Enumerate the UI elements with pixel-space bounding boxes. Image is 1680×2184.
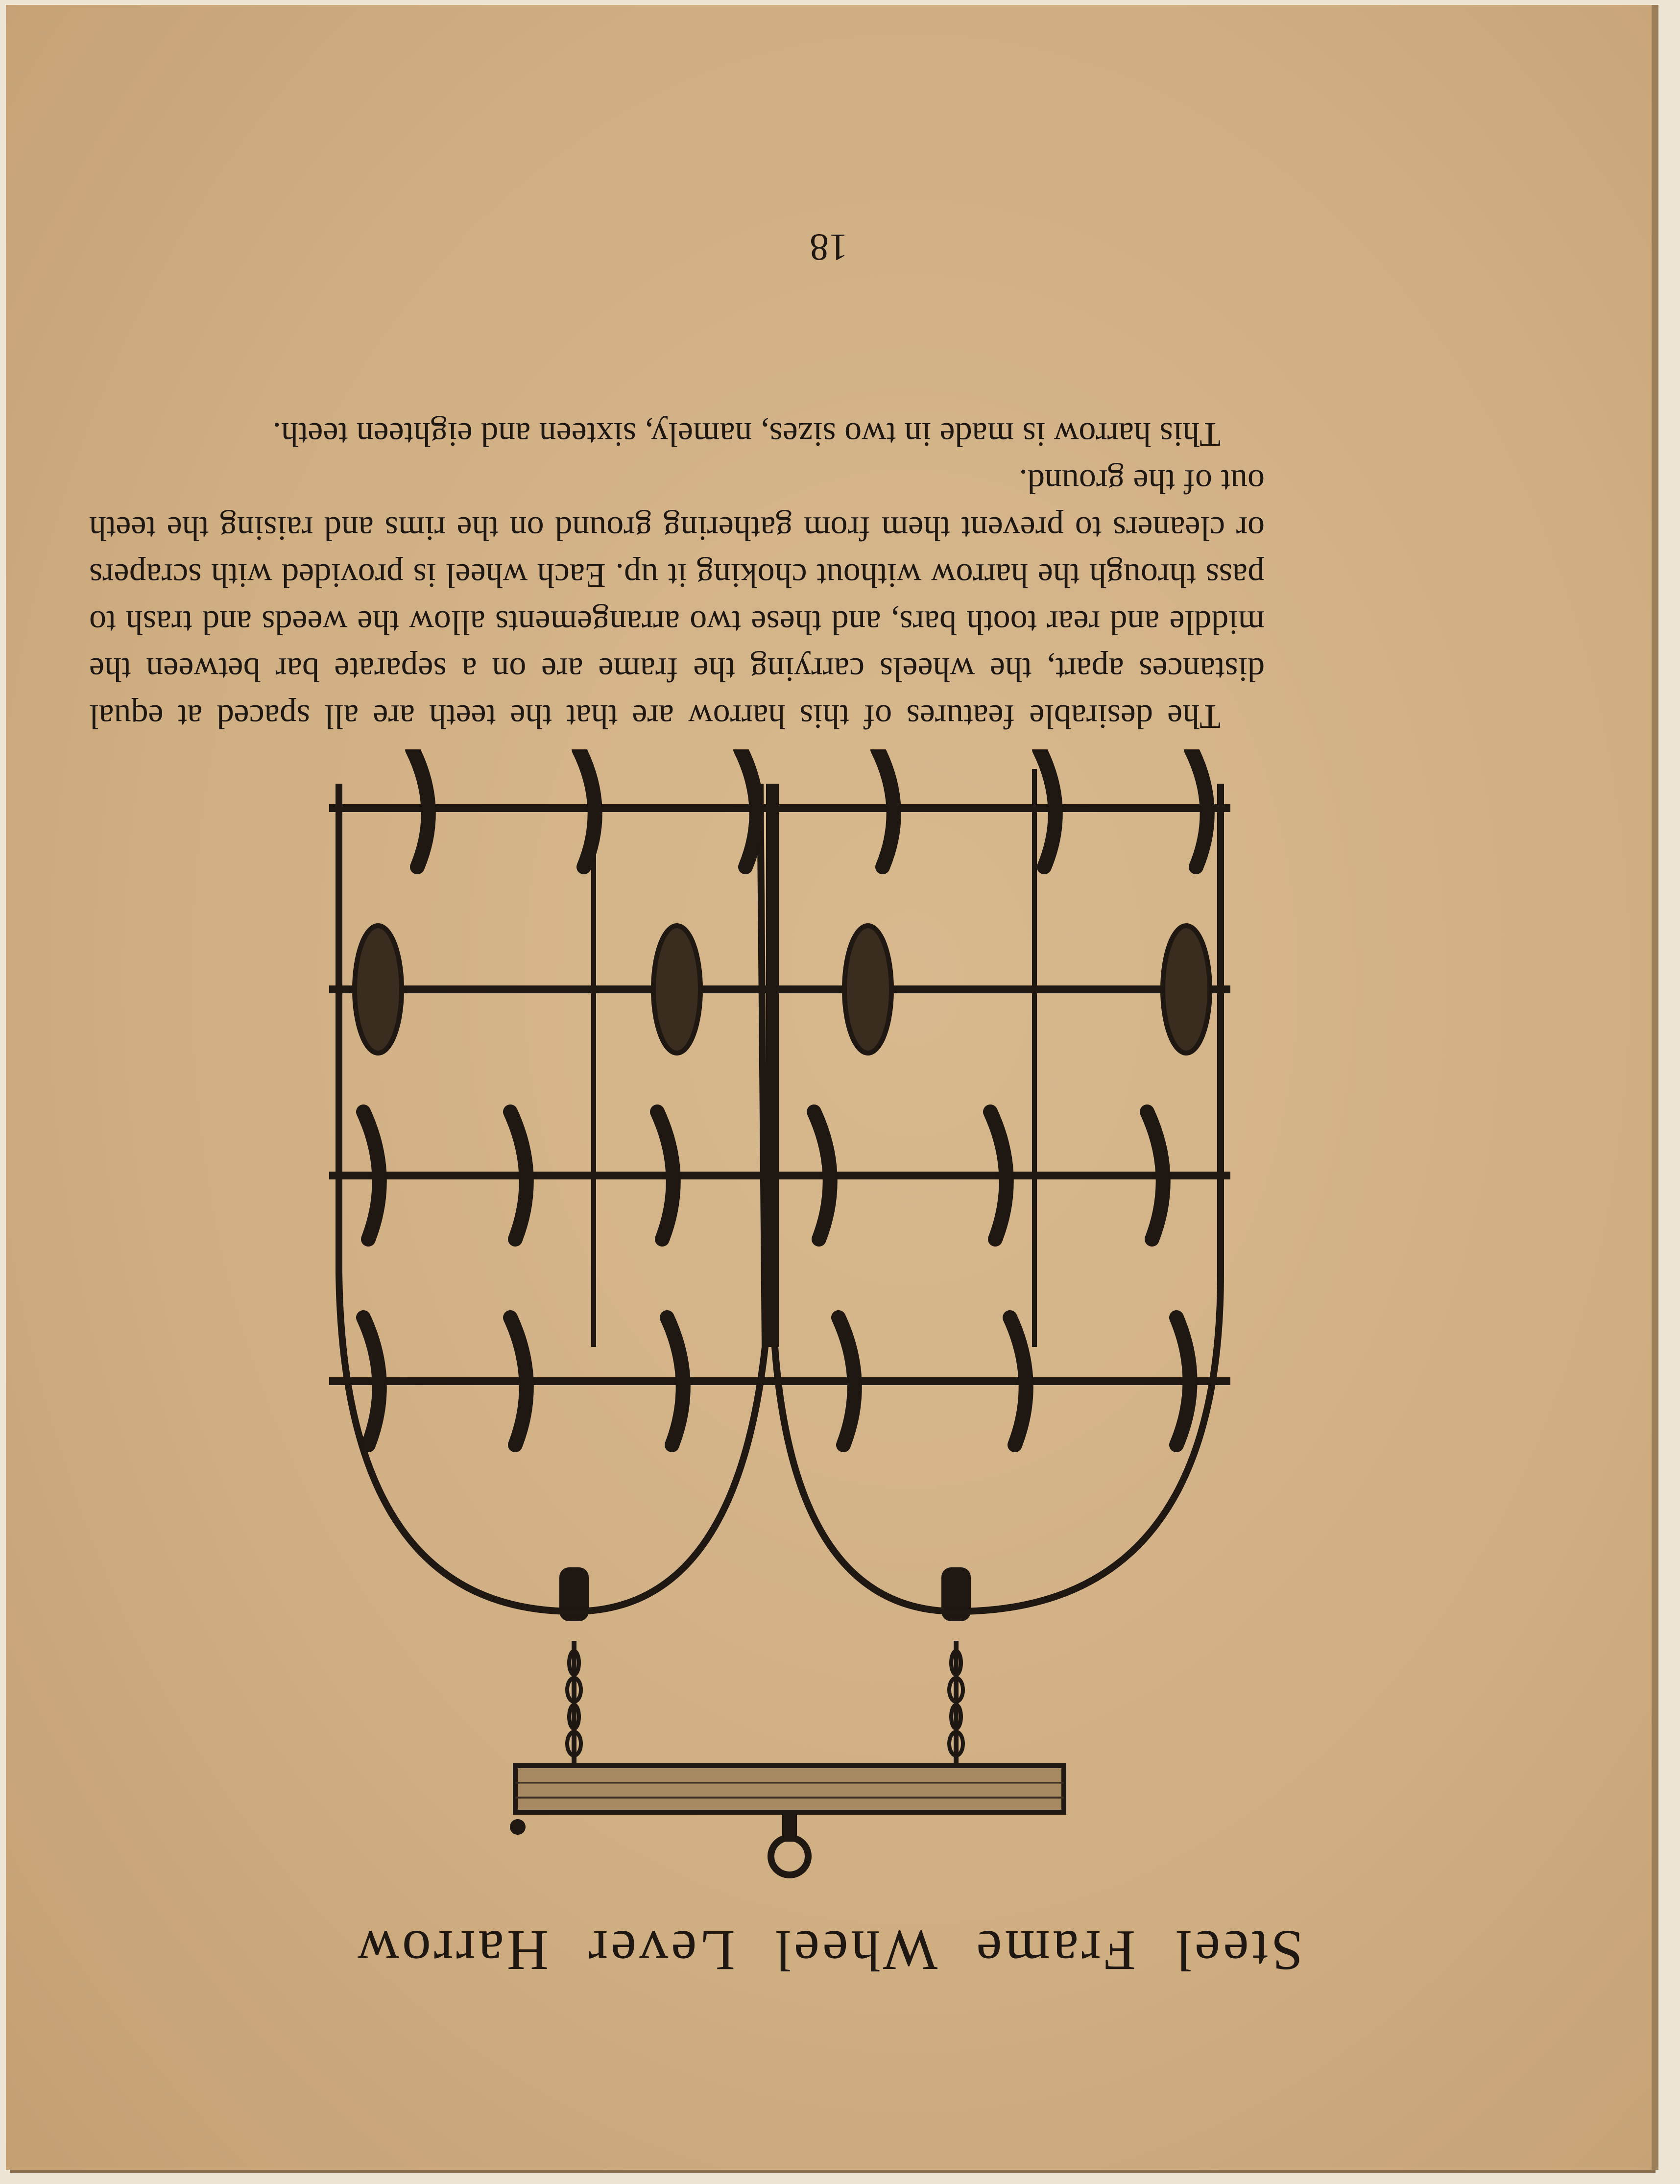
paragraph-sizes: This harrow is made in two sizes, namely, sixteen and eighteen teeth. (272, 415, 1221, 453)
tooth-bars (329, 808, 1230, 1381)
paragraph-features: The desirable features of this harrow are that the teeth are all spaced at equal distances apart, the wheels carrying the frame are on a separate bar between the middle and rear tooth bars, and these two arrangements allow the weeds and trash to pass through the harrow without choking it up. Each wheel is provided with scrapers or cleaners to prevent them from gathering ground on the rims and raising the teeth out of the ground. (89, 462, 1265, 735)
page-number: 18 (810, 226, 848, 269)
page-title: Steel Frame Wheel Lever Harrow (354, 1919, 1303, 1983)
chains (567, 1641, 963, 1763)
body-text (89, 410, 1265, 740)
steel-frame (339, 784, 1221, 1611)
harrow-teeth (363, 749, 1207, 1445)
book-page (6, 5, 1652, 2170)
page-content-upside-down (6, 5, 1652, 2170)
clevises (559, 1567, 971, 1621)
evener-bar (510, 1766, 1064, 1875)
harrow-illustration (319, 749, 1250, 1886)
levers (594, 769, 1034, 1347)
page-edge (1652, 5, 1658, 2170)
